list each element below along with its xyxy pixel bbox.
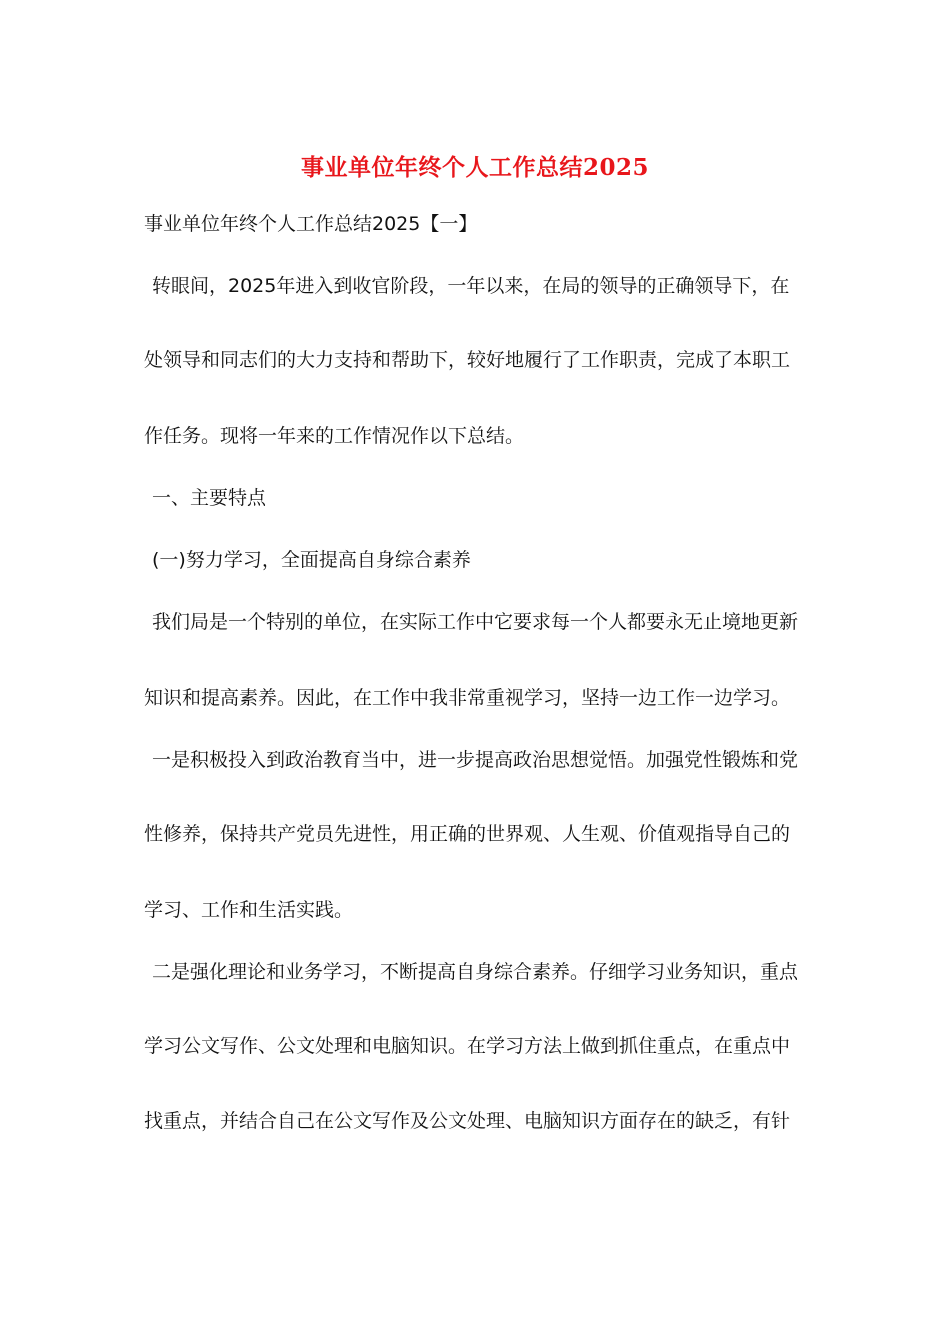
paragraph-line: 一是积极投入到政治教育当中，进一步提高政治思想觉悟。加强党性锻炼和党: [152, 749, 799, 771]
heading-main-features: 一、主要特点: [152, 487, 267, 509]
paragraph-line: 转眼间，2025年进入到收官阶段，一年以来，在局的领导的正确领导下，在: [152, 275, 790, 297]
section-heading: 事业单位年终个人工作总结2025【一】: [144, 213, 478, 235]
paragraph-line: 学习、工作和生活实践。: [144, 899, 354, 921]
paragraph-line: 作任务。现将一年来的工作情况作以下总结。: [144, 425, 525, 447]
paragraph-line: 找重点，并结合自己在公文写作及公文处理、电脑知识方面存在的缺乏，有针: [144, 1110, 791, 1132]
paragraph-line: 学习公文写作、公文处理和电脑知识。在学习方法上做到抓住重点，在重点中: [144, 1035, 791, 1057]
document-title: 事业单位年终个人工作总结2025: [300, 154, 649, 181]
paragraph-line: 二是强化理论和业务学习，不断提高自身综合素养。仔细学习业务知识，重点: [152, 961, 799, 983]
paragraph-line: 我们局是一个特别的单位，在实际工作中它要求每一个人都要永无止境地更新: [152, 611, 799, 633]
paragraph-line: 性修养，保持共产党员先进性，用正确的世界观、人生观、价值观指导自己的: [144, 823, 791, 845]
paragraph-line: 知识和提高素养。因此，在工作中我非常重视学习，坚持一边工作一边学习。: [144, 687, 791, 709]
subheading-study: (一)努力学习，全面提高自身综合素养: [152, 549, 471, 571]
paragraph-line: 处领导和同志们的大力支持和帮助下，较好地履行了工作职责，完成了本职工: [144, 349, 791, 371]
